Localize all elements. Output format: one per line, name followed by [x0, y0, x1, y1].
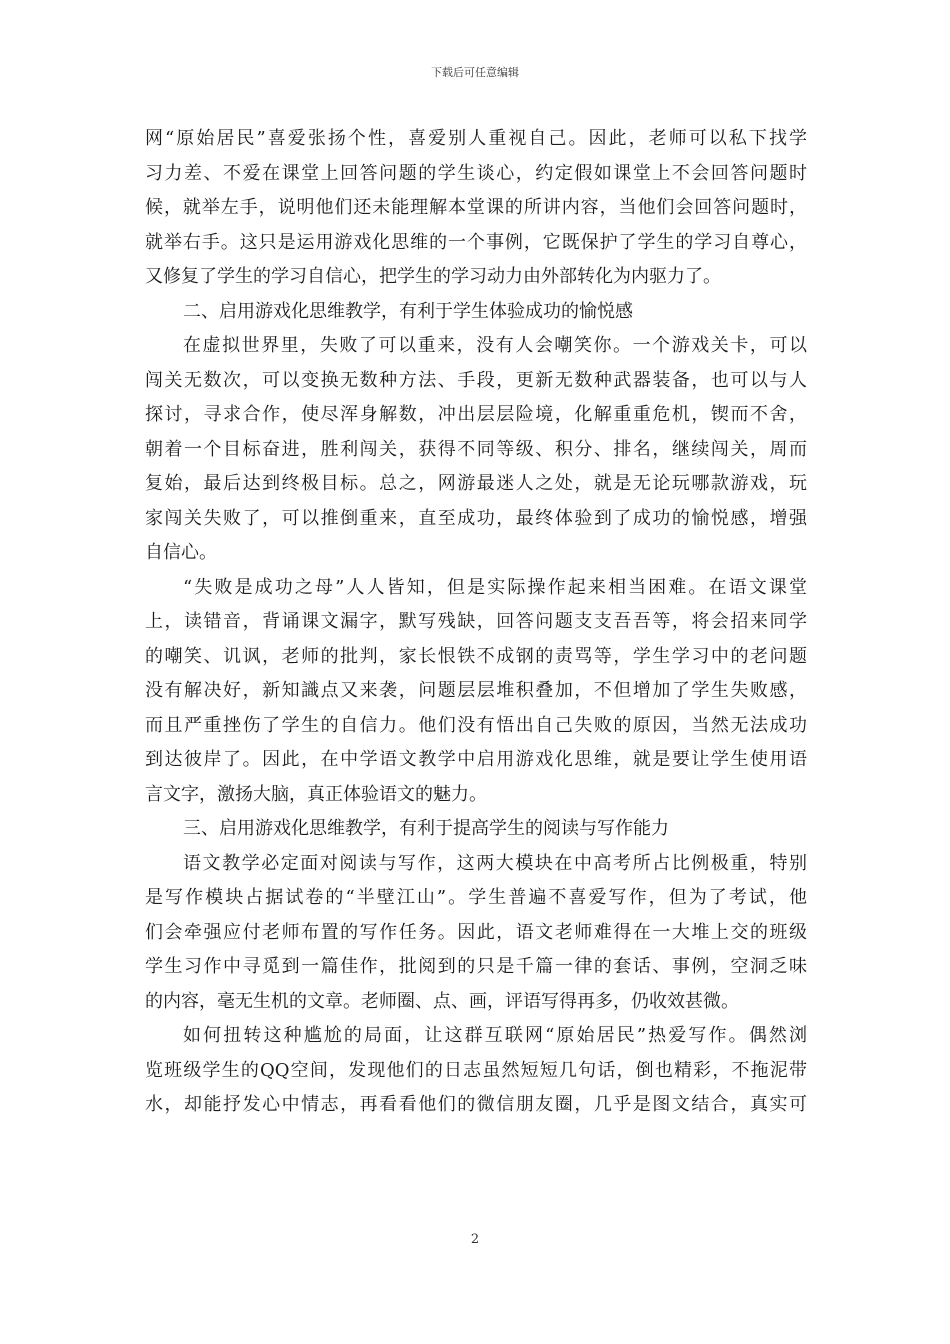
page-number: 2 — [470, 1232, 480, 1247]
text-line: 言文字，激扬大脑，真正体验语文的魅力。 — [145, 783, 487, 805]
text-line: 没有解决好，新知識点又来袭，问题层层堆积叠加，不但增加了学生失败感， — [145, 680, 807, 701]
text-line: 的嘲笑、讥讽，老师的批判，家长恨铁不成钢的责骂等，学生学习中的老问题 — [145, 645, 807, 667]
text-line: 朝着一个目标奋进，胜利闯关，获得不同等级、积分、排名，继续闯关，周而 — [145, 438, 807, 460]
text-line: 是写作模块占据试卷的“半壁江山”。学生普遍不喜爱写作，但为了考试，他 — [145, 887, 807, 908]
section-heading: 二、启用游戏化思维教学，有利于学生体验成功的愉悦感 — [183, 300, 633, 322]
text-line: 览班级学生的QQ空间，发现他们的日志虽然短短几句话，倒也精彩，不拖泥带 — [145, 1059, 807, 1081]
text-line: 而且严重挫伤了学生的自信力。他们没有悟出自己失败的原因，当然无法成功 — [145, 714, 807, 736]
text-line: 习力差、不爱在课堂上回答问题的学生谈心，约定假如课堂上不会回答问题时 — [145, 162, 807, 184]
text-line: 上，读错音，背诵课文漏字，默写残缺，回答问题支支吾吾等，将会招来同学 — [145, 611, 807, 632]
text-line: 候，就举左手，说明他们还未能理解本堂课的所讲内容，当他们会回答问题时， — [145, 197, 807, 218]
text-line: “失败是成功之母”人人皆知，但是实际操作起来相当困难。在语文课堂 — [183, 576, 807, 598]
text-line: 的内容，毫无生机的文章。老师圈、点、画，评语写得再多，仍收效甚微。 — [145, 990, 739, 1012]
text-line: 自信心。 — [145, 542, 217, 563]
text-line: 闯关无数次，可以变换无数种方法、手段，更新无数种武器装备，也可以与人 — [145, 369, 807, 391]
text-line: 家闯关失败了，可以推倒重来，直至成功，最终体验到了成功的愉悦感，增强 — [145, 507, 807, 529]
text-line: 学生习作中寻觅到一篇佳作，批阅到的只是千篇一律的套话、事例，空洞乏味 — [145, 956, 807, 977]
document-body — [145, 122, 807, 1123]
page-header: 下载后可任意编辑 — [431, 66, 519, 79]
text-line: 如何扭转这种尴尬的局面，让这群互联网“原始居民”热爱写作。偶然浏 — [183, 1025, 807, 1046]
text-line: 们会牵强应付老师布置的写作任务。因此，语文老师难得在一大堆上交的班级 — [145, 921, 807, 943]
section-heading: 三、启用游戏化思维教学，有利于提高学生的阅读与写作能力 — [183, 818, 669, 839]
text-line: 水，却能抒发心中情志，再看看他们的微信朋友圈，几乎是图文结合，真实可 — [145, 1094, 807, 1115]
text-line: 就举右手。这只是运用游戏化思维的一个事例，它既保护了学生的学习自尊心， — [145, 231, 807, 253]
text-line: 又修复了学生的学习自信心，把学生的学习动力由外部转化为内驱力了。 — [145, 266, 721, 287]
text-line: 探讨，寻求合作，使尽浑身解数，冲出层层险境，化解重重危机，锲而不舍， — [145, 404, 807, 425]
text-line: 网“原始居民”喜爱张扬个性，喜爱别人重视自己。因此，老师可以私下找学 — [145, 128, 807, 149]
text-line: 到达彼岸了。因此，在中学语文教学中启用游戏化思维，就是要让学生使用语 — [145, 749, 807, 770]
text-line: 复始，最后达到终极目标。总之，网游最迷人之处，就是无论玩哪款游戏，玩 — [145, 473, 807, 494]
text-line: 在虚拟世界里，失败了可以重来，没有人会嘲笑你。一个游戏关卡，可以 — [183, 335, 807, 356]
text-line: 语文教学必定面对阅读与写作，这两大模块在中高考所占比例极重，特别 — [183, 852, 807, 874]
